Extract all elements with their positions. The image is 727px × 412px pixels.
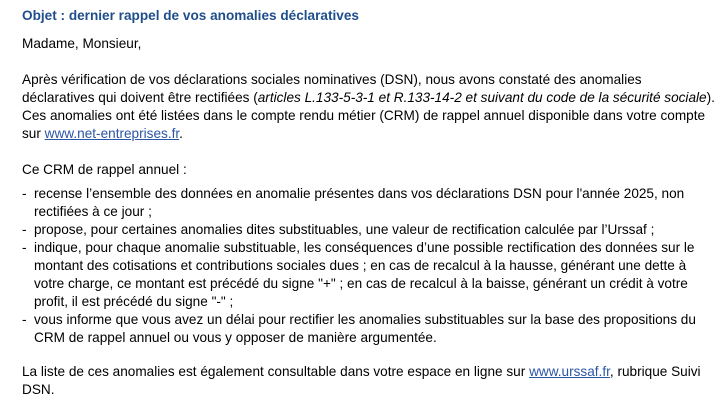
- bullet-text: vous informe que vous avez un délai pour rectifier les anomalies substituables sur la base des propositions du CRM de rappel annuel ou vous y opposer de manière argumentée.: [34, 312, 696, 345]
- list-item: [22, 185, 717, 221]
- intro-p1-start: Après vérification de vos déclarations sociales nominatives (DSN), nous avons constaté des anomalies déclaratives qui doivent être rectifiées (: [22, 72, 642, 105]
- intro-paragraph-1: [22, 71, 717, 107]
- bullet-text: recense l’ensemble des données en anomalie présentes dans vos déclarations DSN pour l'année 2025, non rectifiées à ce jour ;: [34, 186, 685, 219]
- list-item: [22, 221, 717, 239]
- legal-reference: articles L.133-5-3-1 et R.133-14-2 et suivant du code de la sécurité sociale: [257, 90, 707, 105]
- bullet-marker: -: [22, 186, 27, 201]
- bullet-marker: -: [22, 240, 27, 255]
- bullet-marker: -: [22, 312, 27, 327]
- bullet-marker: -: [22, 222, 27, 237]
- intro-p2-end: .: [179, 126, 183, 141]
- crm-bullet-list: [22, 185, 717, 347]
- crm-heading: Ce CRM de rappel annuel :: [22, 162, 187, 177]
- bullet-text: indique, pour chaque anomalie substituable, les conséquences d’une possible rectification des données sur le montant des cotisations et contributions sociales dues ; en cas de recalcul à la hausse, générant une dette à votre charge, ce montant est précédé du signe "+" ; en cas de recalcul à la baisse, générant un crédit à votre profit, il est précédé du signe "-" ;: [34, 240, 695, 309]
- letter-subject: Objet : dernier rappel de vos anomalies déclaratives: [22, 8, 359, 23]
- list-item: [22, 239, 717, 311]
- greeting: Madame, Monsieur,: [22, 36, 142, 51]
- closing-start: La liste de ces anomalies est également consultable dans votre espace en ligne sur: [22, 364, 530, 379]
- intro-p1-end: ).: [706, 90, 715, 105]
- net-entreprises-link[interactable]: www.net-entreprises.fr: [44, 126, 180, 141]
- closing-end: , rubrique Suivi DSN.: [22, 364, 701, 397]
- intro-paragraph-2: [22, 107, 717, 143]
- urssaf-link[interactable]: www.urssaf.fr: [529, 364, 610, 379]
- intro-p2-start: Ces anomalies ont été listées dans le compte rendu métier (CRM) de rappel annuel disponible dans votre compte sur: [22, 108, 706, 141]
- bullet-text: propose, pour certaines anomalies dites substituables, une valeur de rectification calculée par l’Urssaf ;: [34, 222, 655, 237]
- closing-paragraph: [22, 363, 717, 399]
- list-item: [22, 311, 717, 347]
